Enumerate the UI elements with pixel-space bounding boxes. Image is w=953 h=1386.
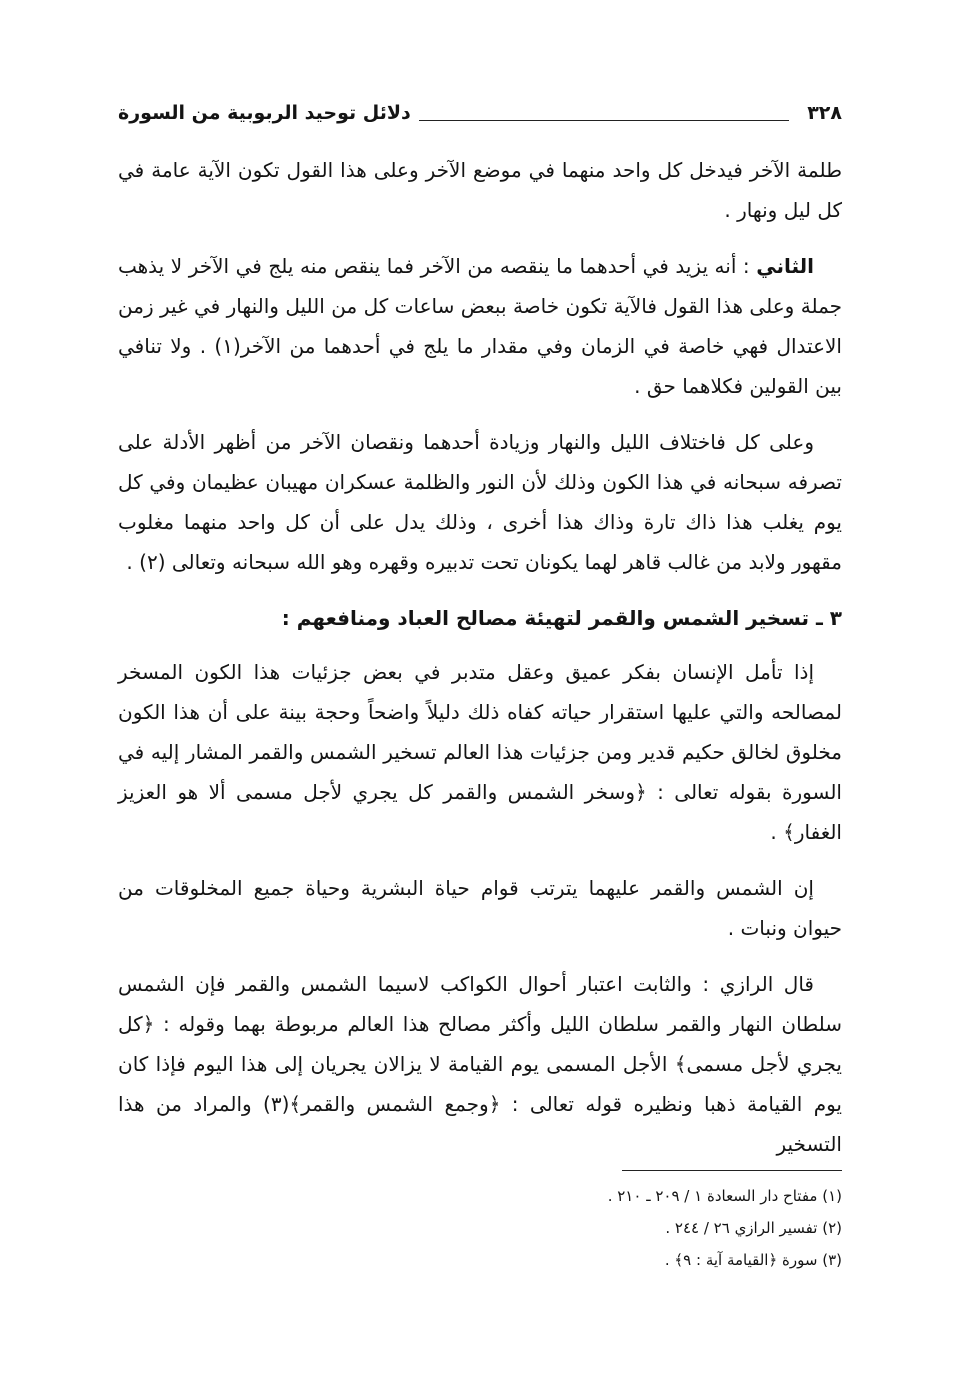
section-heading: ٣ ـ تسخير الشمس والقمر لتهيئة مصالح العباد ومنافعهم : [281, 606, 842, 630]
header-rule [419, 120, 789, 121]
footnote-divider [622, 1170, 842, 1171]
paragraph-second-opinion [118, 246, 842, 406]
running-header [118, 98, 842, 128]
paragraph-label: الثاني [756, 254, 814, 278]
footnotes [118, 1180, 842, 1276]
paragraph-continuation: طلمة الآخر فيدخل كل واحد منهما في موضع الآخر وعلى هذا القول تكون الآية عامة في كل ليل ونهار . [118, 158, 842, 222]
running-title: دلائل توحيد الربوبية من السورة [118, 102, 411, 124]
paragraph-body: : أنه يزيد في أحدهما ما ينقصه من الآخر فما ينقص منه يلج في الآخر لا يذهب جملة وعلى هذا القول فالآية تكون خاصة ببعض ساعات كل من الليل والنهار في غير زمن الاعتدال فهي خاصة في الزمان وفي مقدار ما يلج في أحدهما من الآخر(١) . ولا تنافي بين القولين فكلاهما حق . [118, 254, 842, 398]
footnote-3: (٣) سورة ﴿القيامة آية : ٩﴾ . [664, 1251, 842, 1269]
footnote-1: (١) مفتاح دار السعادة ١ / ٢٠٩ ـ ٢١٠ . [607, 1187, 842, 1205]
paragraph-razi-quote: قال الرازي : والثابت اعتبار أحوال الكواكب لاسيما الشمس والقمر فإن الشمس سلطان النهار والقمر سلطان الليل وأكثر مصالح هذا العالم مربوطة بهما وقوله : ﴿كل يجري لأجل مسمى﴾ الأجل المسمى يوم القيامة لا يزالان يجريان إلى هذا اليوم فإذا كان يوم القيامة ذهبا ونظيره قوله تعالى : ﴿وجمع الشمس والقمر﴾(٣) والمراد من هذا التسخير [118, 972, 842, 1156]
paragraph-contemplation: إذا تأمل الإنسان بفكر عميق وعقل متدبر في بعض جزئيات هذا الكون المسخر لمصالحه والتي عليها استقرار حياته كفاه ذلك دليلاً واضحاً وحجة بينة على أن هذا الكون مخلوق لخالق حكيم قدير ومن جزئيات هذا العالم تسخير الشمس والقمر المشار إليه في السورة بقوله تعالى : ﴿وسخر الشمس والقمر كل يجري لأجل مسمى ألا هو العزيز الغفار﴾ . [118, 660, 842, 844]
paragraph-sun-moon: إن الشمس والقمر عليهما يترتب قوام حياة البشرية وحياة جميع المخلوقات من حيوان ونبات . [118, 876, 842, 940]
footnote-2: (٢) تفسير الرازي ٢٦ / ٢٤٤ . [665, 1219, 842, 1237]
page-number: ٣٢٨ [807, 102, 842, 124]
main-text [118, 150, 842, 1180]
paragraph-day-night: وعلى كل فاختلاف الليل والنهار وزيادة أحدهما ونقصان الآخر من أظهر الأدلة على تصرفه سبحانه في هذا الكون وذلك لأن النور والظلمة عسكران مهيبان عظيمان وفي كل يوم يغلب هذا ذاك تارة وذاك هذا أخرى ، وذلك يدل على أن كل واحد منهما مغلوب مقهور ولابد من غالب قاهر لهما يكونان تحت تدبيره وقهره وهو الله سبحانه وتعالى (٢) . [118, 430, 842, 574]
